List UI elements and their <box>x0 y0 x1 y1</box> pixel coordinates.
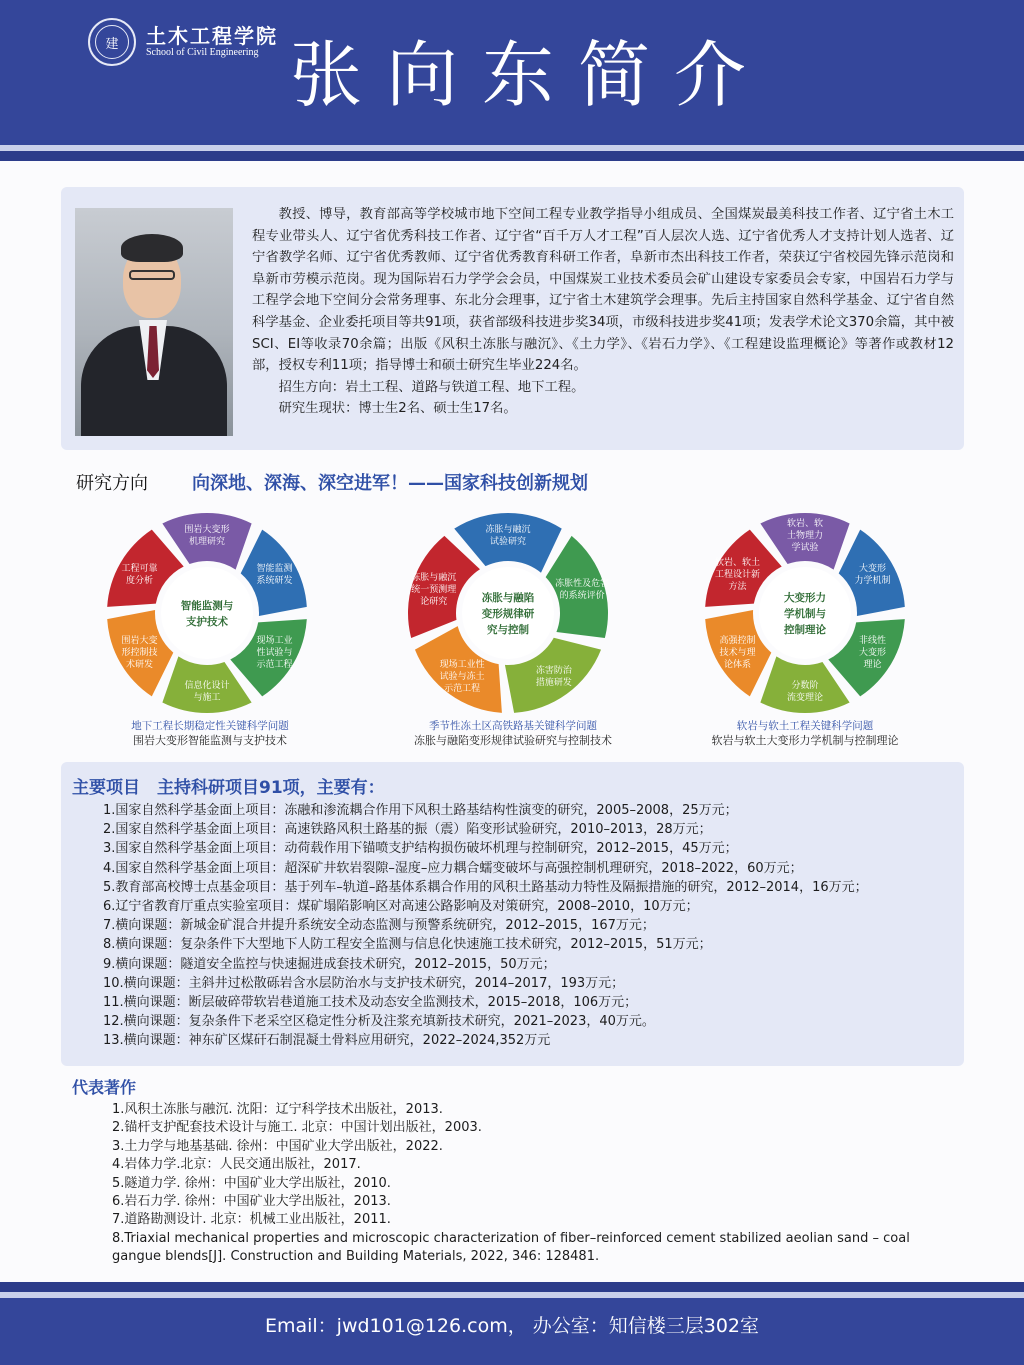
book-item: 6.岩石力学. 徐州：中国矿业大学出版社，2013. <box>112 1194 391 1210</box>
research-diagram-1 <box>102 508 312 718</box>
project-item: 9.横向课题：隧道安全监控与快速掘进成套技术研究，2012–2015，50万元； <box>103 956 556 972</box>
project-item: 8.横向课题：复杂条件下大型地下人防工程安全监测与信息化快速施工技术研究，2012–2015，51万元； <box>103 937 712 953</box>
diagram-1-segment-label: 现场工业性试验与示范工程 <box>256 636 293 670</box>
diagram-2-segment-label: 冻胀与融沉试验研究 <box>485 525 531 547</box>
diagram-2-segment-label: 冻胀与融沉统一预测理论研究 <box>411 572 457 607</box>
portrait-photo <box>75 208 233 436</box>
diagram-1-caption-title: 地下工程长期稳定性关键科学问题 <box>131 720 289 732</box>
school-logo-glyph: 建 <box>95 25 129 59</box>
research-diagram-3 <box>700 508 910 718</box>
research-diagram-2 <box>403 508 613 718</box>
book-item: 3.土力学与地基基础. 徐州：中国矿业大学出版社，2022. <box>112 1138 443 1154</box>
project-item: 5.教育部高校博士点基金项目：基于列车–轨道–路基体系耦合作用的风积土路基动力特性及隔振措施的研究，2012–2014，16万元； <box>103 879 868 895</box>
diagram-2-caption-subtitle: 冻胀与融陷变形规律试验研究与控制技术 <box>414 734 612 747</box>
book-item: 1.风积土冻胀与融沉. 沈阳：辽宁科学技术出版社，2013. <box>112 1102 443 1117</box>
projects-title: 主要项目 主持科研项目91项，主要有： <box>72 778 385 798</box>
diagram-1-segment-label: 信息化设计与施工 <box>184 681 230 703</box>
school-name-cn: 土木工程学院 <box>146 24 278 48</box>
research-label: 研究方向 <box>76 473 148 494</box>
project-item: 4.国家自然科学基金面上项目：超深矿井软岩裂隙–湿度–应力耦合蠕变破坏与高强控制机理研究，2018–2022，60万元； <box>103 860 803 876</box>
diagram-1-caption-subtitle: 围岩大变形智能监测与支护技术 <box>133 734 287 747</box>
diagram-3-segment-label: 软岩、软土工程设计新方法 <box>714 558 760 592</box>
bio-students: 研究生现状：博士生2名、硕士生17名。 <box>278 401 517 417</box>
diagram-3-caption-title: 软岩与软土工程关键科学问题 <box>736 720 874 732</box>
diagram-1-segment-label: 围岩大变形控制技术研发 <box>121 636 158 670</box>
bio-admission: 招生方向：岩土工程、道路与铁道工程、地下工程。 <box>278 379 585 395</box>
bio-text <box>252 204 954 420</box>
diagram-3-segment-label: 软岩、软土物理力学试验 <box>786 519 824 553</box>
project-item: 2.国家自然科学基金面上项目：高速铁路风积土路基的振（震）陷变形试验研究，2010–2013，28万元； <box>103 822 712 838</box>
diagram-3-segment-label: 非线性大变形理论 <box>859 636 887 670</box>
project-item: 10.横向课题：主斜井过松散砾岩含水层防治水与支护技术研究，2014–2017，193万元； <box>103 975 625 991</box>
school-logo-icon <box>88 18 136 66</box>
book-item: 4.岩体力学.北京：人民交通出版社，2017. <box>112 1157 361 1173</box>
footer-contact: Email：jwd101@126.com， 办公室：知信楼三层302室 <box>264 1315 760 1337</box>
diagram-3-segment-label: 高强控制技术与理论体系 <box>719 636 756 670</box>
bio-paragraph: 教授、博导，教育部高等学校城市地下空间工程专业教学指导小组成员、全国煤炭最美科技工作者、辽宁省土木工程专业带头人、辽宁省优秀科技工作者、辽宁省“百千万人才工程”百人层次人选、辽宁省优秀人才支持计划人选者、辽宁省教学名师、辽宁省优秀教师、辽宁省优秀教育科研工作者，阜新市杰出科技工作者，荣获辽宁省校园先锋示范岗和阜新市劳模示范岗。现为国际岩石力学学会会员，中国煤炭工业技术委员会矿山建设专家委员会专家，中国岩石力学与工程学会地下空间分会常务理事、东北分会理事，辽宁省土木建筑学会理事。先后主持国家自然科学基金、辽宁省自然科学基金、企业委托项目等共91项，获省部级科技进步奖34项，市级科技进步奖41项；发表学术论文370余篇，其中被SCI、EI等收录70余篇；出版《风积土冻胀与融沉》、《土力学》、《岩石力学》、《工程建设监理概论》等著作或教材12部，授权专利11项；指导博士和硕士研究生毕业224名。 <box>252 207 954 374</box>
diagram-2-center-label: 冻胀与融陷变形规律研究与控制 <box>481 592 535 636</box>
books-title: 代表著作 <box>72 1078 137 1097</box>
school-name-en: School of Civil Engineering <box>146 47 259 58</box>
books-list <box>112 1101 947 1267</box>
diagram-1-center-label: 智能监测与支护技术 <box>180 600 234 628</box>
diagram-1-center <box>161 567 253 659</box>
diagram-3-segment-label: 分数阶流变理论 <box>786 681 824 703</box>
research-slogan: 向深地、深海、深空进军！——国家科技创新规划 <box>192 473 588 494</box>
project-item: 6.辽宁省教育厅重点实验室项目：煤矿塌陷影响区对高速公路影响及对策研究，2008–2010，10万元； <box>103 899 699 915</box>
header-stripe-dark <box>0 151 1024 161</box>
project-item: 7.横向课题：新城金矿混合井提升系统安全动态监测与预警系统研究，2012–2015，167万元； <box>103 918 655 934</box>
project-item: 12.横向课题：复杂条件下老采空区稳定性分析及注浆充填新技术研究，2021–2023，40万元。 <box>103 1014 655 1030</box>
diagram-3-segment-label: 大变形力学机制 <box>854 564 891 586</box>
diagram-2-segment-label: 冻害防治措施研发 <box>535 666 572 689</box>
diagram-1-segment-label: 围岩大变形机理研究 <box>184 525 230 547</box>
diagram-1-segment-label: 工程可靠度分析 <box>121 564 158 586</box>
diagram-2-segment-label: 现场工业性试验与冻土示范工程 <box>439 660 485 695</box>
diagram-3-caption-subtitle: 软岩与软土大变形力学机制与控制理论 <box>711 734 899 747</box>
diagram-2-segment-label: 冻胀性及危害的系统评价 <box>555 578 610 601</box>
book-item: 8.Triaxial mechanical properties and microscopic characterization of fiber–reinforced cement stabilized aeolian sand – coal gangue blends[J]. Construction and Building Materials, 2022, 346: 128481. <box>112 1230 910 1265</box>
footer-stripe-dark <box>0 1282 1024 1292</box>
project-item: 13.横向课题：神东矿区煤矸石制混凝土骨料应用研究，2022–2024,352万元 <box>103 1033 551 1049</box>
project-item: 11.横向课题：断层破碎带软岩巷道施工技术及动态安全监测技术，2015–2018，106万元； <box>103 995 638 1011</box>
project-item: 3.国家自然科学基金面上项目：动荷载作用下锚喷支护结构损伤破坏机理与控制研究，2012–2015，45万元； <box>103 841 738 857</box>
book-item: 2.锚杆支护配套技术设计与施工. 北京：中国计划出版社，2003. <box>112 1120 482 1136</box>
diagram-2-caption-title: 季节性冻土区高铁路基关键科学问题 <box>429 720 597 732</box>
book-item: 5.隧道力学. 徐州：中国矿业大学出版社，2010. <box>112 1175 391 1191</box>
book-item: 7.道路勘测设计. 北京：机械工业出版社，2011. <box>112 1212 391 1228</box>
project-item: 1.国家自然科学基金面上项目：冻融和渗流耦合作用下风积土路基结构性演变的研究，2005–2008，25万元； <box>103 803 738 818</box>
page-title: 张向东简介 <box>290 33 771 117</box>
projects-list <box>103 801 868 1051</box>
diagram-1-segment-label: 智能监测系统研发 <box>256 564 293 586</box>
diagram-3-center-label: 大变形力学机制与控制理论 <box>784 592 826 636</box>
